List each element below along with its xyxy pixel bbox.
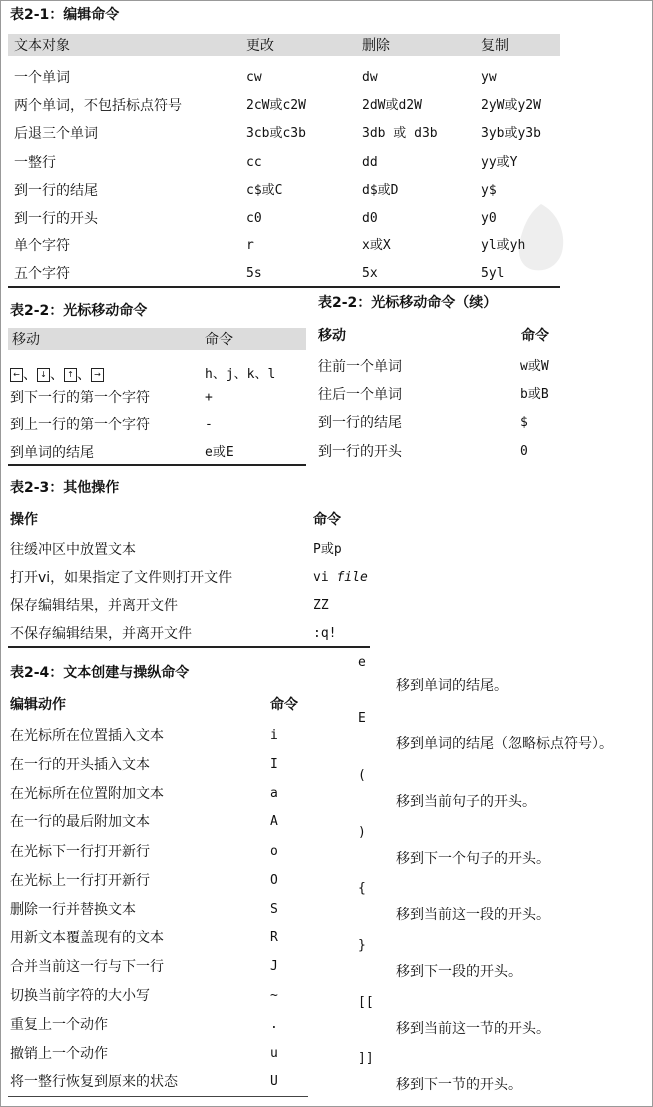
table-2-2-header-bar — [8, 328, 306, 350]
left-arrow-key-icon: ← — [10, 368, 23, 382]
table-2-2-cont-title: 表2-2：光标移动命令（续） — [318, 295, 498, 311]
cell-command: u — [270, 1046, 278, 1061]
header-operation: 操作 — [10, 512, 38, 528]
cell-command: A — [270, 814, 278, 829]
cell-object: 单个字符 — [14, 238, 70, 254]
cell-delete: d0 — [362, 211, 378, 226]
motion-desc: 移到单词的结尾。 — [396, 678, 508, 694]
table-2-4-title: 表2-4：文本创建与操纵命令 — [10, 665, 190, 681]
cell-operation: 不保存编辑结果，并离开文件 — [10, 626, 192, 642]
header-command: 命令 — [205, 332, 233, 348]
cell-object: 两个单词，不包括标点符号 — [14, 98, 182, 114]
cell-move: 到上一行的第一个字符 — [10, 417, 150, 433]
motion-key: ( — [358, 768, 366, 783]
cell-action: 将一整行恢复到原来的状态 — [10, 1074, 178, 1090]
cell-delete: 2dW或d2W — [362, 98, 422, 113]
motion-key: [[ — [358, 995, 374, 1010]
cell-change: cw — [246, 70, 262, 85]
motion-desc: 移到当前这一段的开头。 — [396, 907, 550, 923]
cell-copy: y$ — [481, 183, 497, 198]
cell-copy: yy或Y — [481, 155, 518, 170]
motion-key: e — [358, 655, 366, 670]
cell-copy: yw — [481, 70, 497, 85]
cell-command: - — [205, 417, 213, 432]
cell-object: 五个字符 — [14, 266, 70, 282]
table-2-3-bottom-rule — [8, 646, 370, 648]
table-2-1-bottom-rule — [8, 286, 560, 288]
cell-move: 到一行的开头 — [318, 444, 402, 460]
cell-object: 一整行 — [14, 155, 56, 171]
header-command: 命令 — [313, 512, 341, 528]
motion-desc: 移到下一节的开头。 — [396, 1077, 522, 1093]
header-move: 移动 — [12, 332, 40, 348]
cell-command: U — [270, 1074, 278, 1089]
table-2-4-bottom-rule — [8, 1096, 308, 1097]
cell-operation: 打开vi，如果指定了文件则打开文件 — [10, 570, 233, 586]
separator: 、 — [77, 367, 91, 383]
right-arrow-key-icon: → — [91, 368, 104, 382]
watermark-seal — [512, 200, 570, 276]
header-command: 命令 — [270, 697, 298, 713]
cell-command: $ — [520, 415, 528, 430]
header-command: 命令 — [521, 328, 549, 344]
cell-object: 到一行的开头 — [14, 211, 98, 227]
cell-object: 到一行的结尾 — [14, 183, 98, 199]
cell-command: S — [270, 902, 278, 917]
motion-desc: 移到下一段的开头。 — [396, 964, 522, 980]
cell-operation: 保存编辑结果，并离开文件 — [10, 598, 178, 614]
cell-command: i — [270, 728, 278, 743]
cell-command: e或E — [205, 445, 234, 460]
motion-desc: 移到下一个句子的开头。 — [396, 851, 550, 867]
cell-delete: x或X — [362, 238, 391, 253]
cell-command: R — [270, 930, 278, 945]
cell-action: 在光标下一行打开新行 — [10, 844, 150, 860]
cell-action: 在光标所在位置附加文本 — [10, 786, 164, 802]
cell-command: I — [270, 757, 278, 772]
cell-copy: yl或yh — [481, 238, 526, 253]
header-move: 移动 — [318, 328, 346, 344]
header-text-object: 文本对象 — [14, 38, 70, 54]
cell-command: h、j、k、l — [205, 367, 276, 382]
cell-change: cc — [246, 155, 262, 170]
cell-change: 2cW或c2W — [246, 98, 306, 113]
cell-move: 到下一行的第一个字符 — [10, 390, 150, 406]
cell-move: 往前一个单词 — [318, 359, 402, 375]
cell-action: 切换当前字符的大小写 — [10, 988, 150, 1004]
arrow-keys — [10, 366, 104, 384]
cell-delete: 3db 或 d3b — [362, 126, 438, 141]
cell-command: . — [270, 1017, 278, 1032]
cell-action: 在一行的最后附加文本 — [10, 814, 150, 830]
cell-operation: 往缓冲区中放置文本 — [10, 542, 136, 558]
cell-action: 删除一行并替换文本 — [10, 902, 136, 918]
motion-key: } — [358, 938, 366, 953]
cell-action: 重复上一个动作 — [10, 1017, 108, 1033]
cell-delete: dd — [362, 155, 378, 170]
cell-copy: 2yW或y2W — [481, 98, 541, 113]
cell-action: 在光标所在位置插入文本 — [10, 728, 164, 744]
header-edit-action: 编辑动作 — [10, 697, 66, 713]
cell-object: 后退三个单词 — [14, 126, 98, 142]
cell-command — [313, 569, 368, 587]
cell-change: c0 — [246, 211, 262, 226]
cell-move: 往后一个单词 — [318, 387, 402, 403]
cell-command: 0 — [520, 444, 528, 459]
separator: 、 — [50, 367, 64, 383]
header-copy: 复制 — [481, 38, 509, 54]
cell-copy: 5yl — [481, 266, 505, 281]
cell-command: ZZ — [313, 598, 329, 613]
down-arrow-key-icon: ↓ — [37, 368, 50, 382]
cell-command: ~ — [270, 988, 278, 1003]
table-2-3-title: 表2-3：其他操作 — [10, 480, 120, 496]
cell-change: c$或C — [246, 183, 283, 198]
cell-delete: d$或D — [362, 183, 399, 198]
table-2-2-bottom-rule — [8, 464, 306, 466]
cell-command: P或p — [313, 542, 342, 557]
cell-change: 3cb或c3b — [246, 126, 306, 141]
cell-action: 撤销上一个动作 — [10, 1046, 108, 1062]
cell-action: 在一行的开头插入文本 — [10, 757, 150, 773]
motion-key: ) — [358, 825, 366, 840]
cell-delete: 5x — [362, 266, 378, 281]
cell-move: 到一行的结尾 — [318, 415, 402, 431]
cell-object: 一个单词 — [14, 70, 70, 86]
up-arrow-key-icon: ↑ — [64, 368, 77, 382]
motion-key: ]] — [358, 1051, 374, 1066]
motion-desc: 移到当前这一节的开头。 — [396, 1021, 550, 1037]
cell-action: 在光标上一行打开新行 — [10, 873, 150, 889]
cell-command: + — [205, 390, 213, 405]
cell-command: o — [270, 844, 278, 859]
cell-delete: dw — [362, 70, 378, 85]
cell-command: J — [270, 959, 278, 974]
table-2-1-header-bar — [8, 34, 560, 56]
cell-change: r — [246, 238, 254, 253]
table-2-2-title: 表2-2：光标移动命令 — [10, 303, 148, 319]
cell-command: :q! — [313, 626, 337, 641]
header-delete: 删除 — [362, 38, 390, 54]
cell-copy: y0 — [481, 211, 497, 226]
table-2-1-title: 表2-1：编辑命令 — [10, 7, 120, 23]
separator: 、 — [23, 367, 37, 383]
header-change: 更改 — [246, 38, 274, 54]
command-file-arg: file — [336, 570, 368, 585]
motion-desc: 移到当前句子的开头。 — [396, 794, 536, 810]
cell-action: 用新文本覆盖现有的文本 — [10, 930, 164, 946]
cell-action: 合并当前这一行与下一行 — [10, 959, 164, 975]
command-vi: vi — [313, 570, 329, 585]
cell-move: 到单词的结尾 — [10, 445, 94, 461]
motion-key: E — [358, 711, 366, 726]
cell-command: a — [270, 786, 278, 801]
motion-desc: 移到单词的结尾（忽略标点符号）。 — [396, 736, 613, 752]
cell-command: O — [270, 873, 278, 888]
cell-change: 5s — [246, 266, 262, 281]
motion-key: { — [358, 881, 366, 896]
cell-command: b或B — [520, 387, 549, 402]
cell-copy: 3yb或y3b — [481, 126, 541, 141]
cell-command: w或W — [520, 359, 549, 374]
